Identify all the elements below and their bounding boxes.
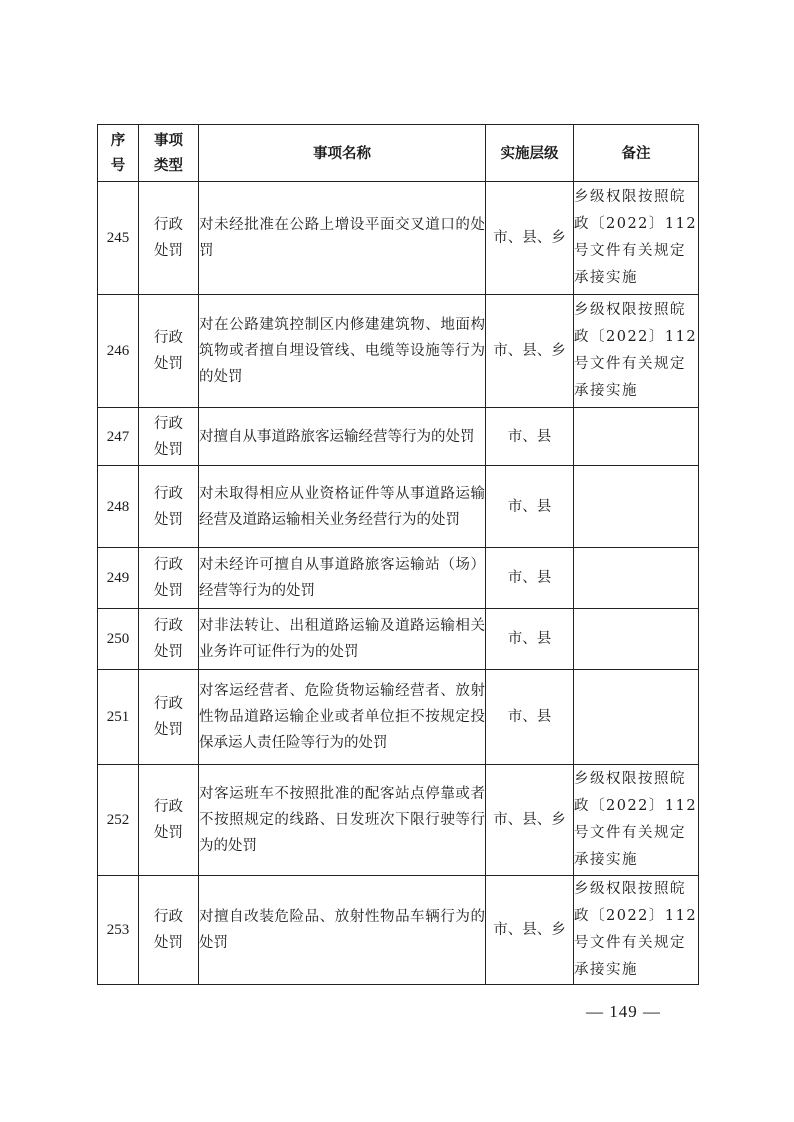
header-note: 备注 xyxy=(574,125,699,182)
table-row xyxy=(98,548,699,609)
row-note xyxy=(574,466,699,548)
row-level: 市、县 xyxy=(486,408,574,466)
row-type: 行政 处罚 xyxy=(139,466,199,548)
row-name: 对客运班车不按照批准的配客站点停靠或者不按照规定的线路、日发班次下限行驶等行为的处罚 xyxy=(199,765,486,876)
row-type: 行政 处罚 xyxy=(139,670,199,765)
row-type: 行政 处罚 xyxy=(139,408,199,466)
row-name: 对客运经营者、危险货物运输经营者、放射性物品道路运输企业或者单位拒不按规定投保承运人责任险等行为的处罚 xyxy=(199,670,486,765)
table-row xyxy=(98,876,699,985)
table-row xyxy=(98,295,699,408)
row-level: 市、县、乡 xyxy=(486,876,574,985)
row-name: 对未取得相应从业资格证件等从事道路运输经营及道路运输相关业务经营行为的处罚 xyxy=(199,466,486,548)
row-note xyxy=(574,408,699,466)
row-number: 250 xyxy=(98,609,139,670)
page-number: — 149 — xyxy=(586,1002,661,1021)
row-type: 行政 处罚 xyxy=(139,295,199,408)
row-level: 市、县、乡 xyxy=(486,765,574,876)
table-row xyxy=(98,670,699,765)
row-note: 乡级权限按照皖政〔2022〕112号文件有关规定承接实施 xyxy=(574,876,699,985)
table-row xyxy=(98,466,699,548)
row-number: 253 xyxy=(98,876,139,985)
row-number: 249 xyxy=(98,548,139,609)
header-level: 实施层级 xyxy=(486,125,574,182)
row-name: 对非法转让、出租道路运输及道路运输相关业务许可证件行为的处罚 xyxy=(199,609,486,670)
row-type: 行政 处罚 xyxy=(139,609,199,670)
row-name: 对擅自从事道路旅客运输经营等行为的处罚 xyxy=(199,408,486,466)
table-row xyxy=(98,408,699,466)
row-level: 市、县 xyxy=(486,670,574,765)
row-level: 市、县、乡 xyxy=(486,295,574,408)
row-level: 市、县 xyxy=(486,609,574,670)
row-number: 246 xyxy=(98,295,139,408)
table-row xyxy=(98,609,699,670)
row-name: 对未经许可擅自从事道路旅客运输站（场）经营等行为的处罚 xyxy=(199,548,486,609)
row-number: 251 xyxy=(98,670,139,765)
row-number: 248 xyxy=(98,466,139,548)
row-number: 252 xyxy=(98,765,139,876)
row-level: 市、县、乡 xyxy=(486,182,574,295)
row-level: 市、县 xyxy=(486,548,574,609)
row-type: 行政 处罚 xyxy=(139,182,199,295)
header-no: 序 号 xyxy=(98,125,139,182)
row-note xyxy=(574,609,699,670)
row-note xyxy=(574,548,699,609)
row-number: 245 xyxy=(98,182,139,295)
row-number: 247 xyxy=(98,408,139,466)
row-type: 行政 处罚 xyxy=(139,765,199,876)
items-table xyxy=(97,124,699,985)
row-level: 市、县 xyxy=(486,466,574,548)
table-header-row xyxy=(98,125,699,182)
table-row xyxy=(98,765,699,876)
header-name: 事项名称 xyxy=(199,125,486,182)
row-name: 对未经批准在公路上增设平面交叉道口的处罚 xyxy=(199,182,486,295)
row-note xyxy=(574,670,699,765)
row-type: 行政 处罚 xyxy=(139,548,199,609)
row-note: 乡级权限按照皖政〔2022〕112号文件有关规定承接实施 xyxy=(574,295,699,408)
row-name: 对在公路建筑控制区内修建建筑物、地面构筑物或者擅自埋设管线、电缆等设施等行为的处罚 xyxy=(199,295,486,408)
row-name: 对擅自改装危险品、放射性物品车辆行为的处罚 xyxy=(199,876,486,985)
row-type: 行政 处罚 xyxy=(139,876,199,985)
row-note: 乡级权限按照皖政〔2022〕112号文件有关规定承接实施 xyxy=(574,765,699,876)
table-row xyxy=(98,182,699,295)
row-note: 乡级权限按照皖政〔2022〕112号文件有关规定承接实施 xyxy=(574,182,699,295)
header-type: 事项 类型 xyxy=(139,125,199,182)
